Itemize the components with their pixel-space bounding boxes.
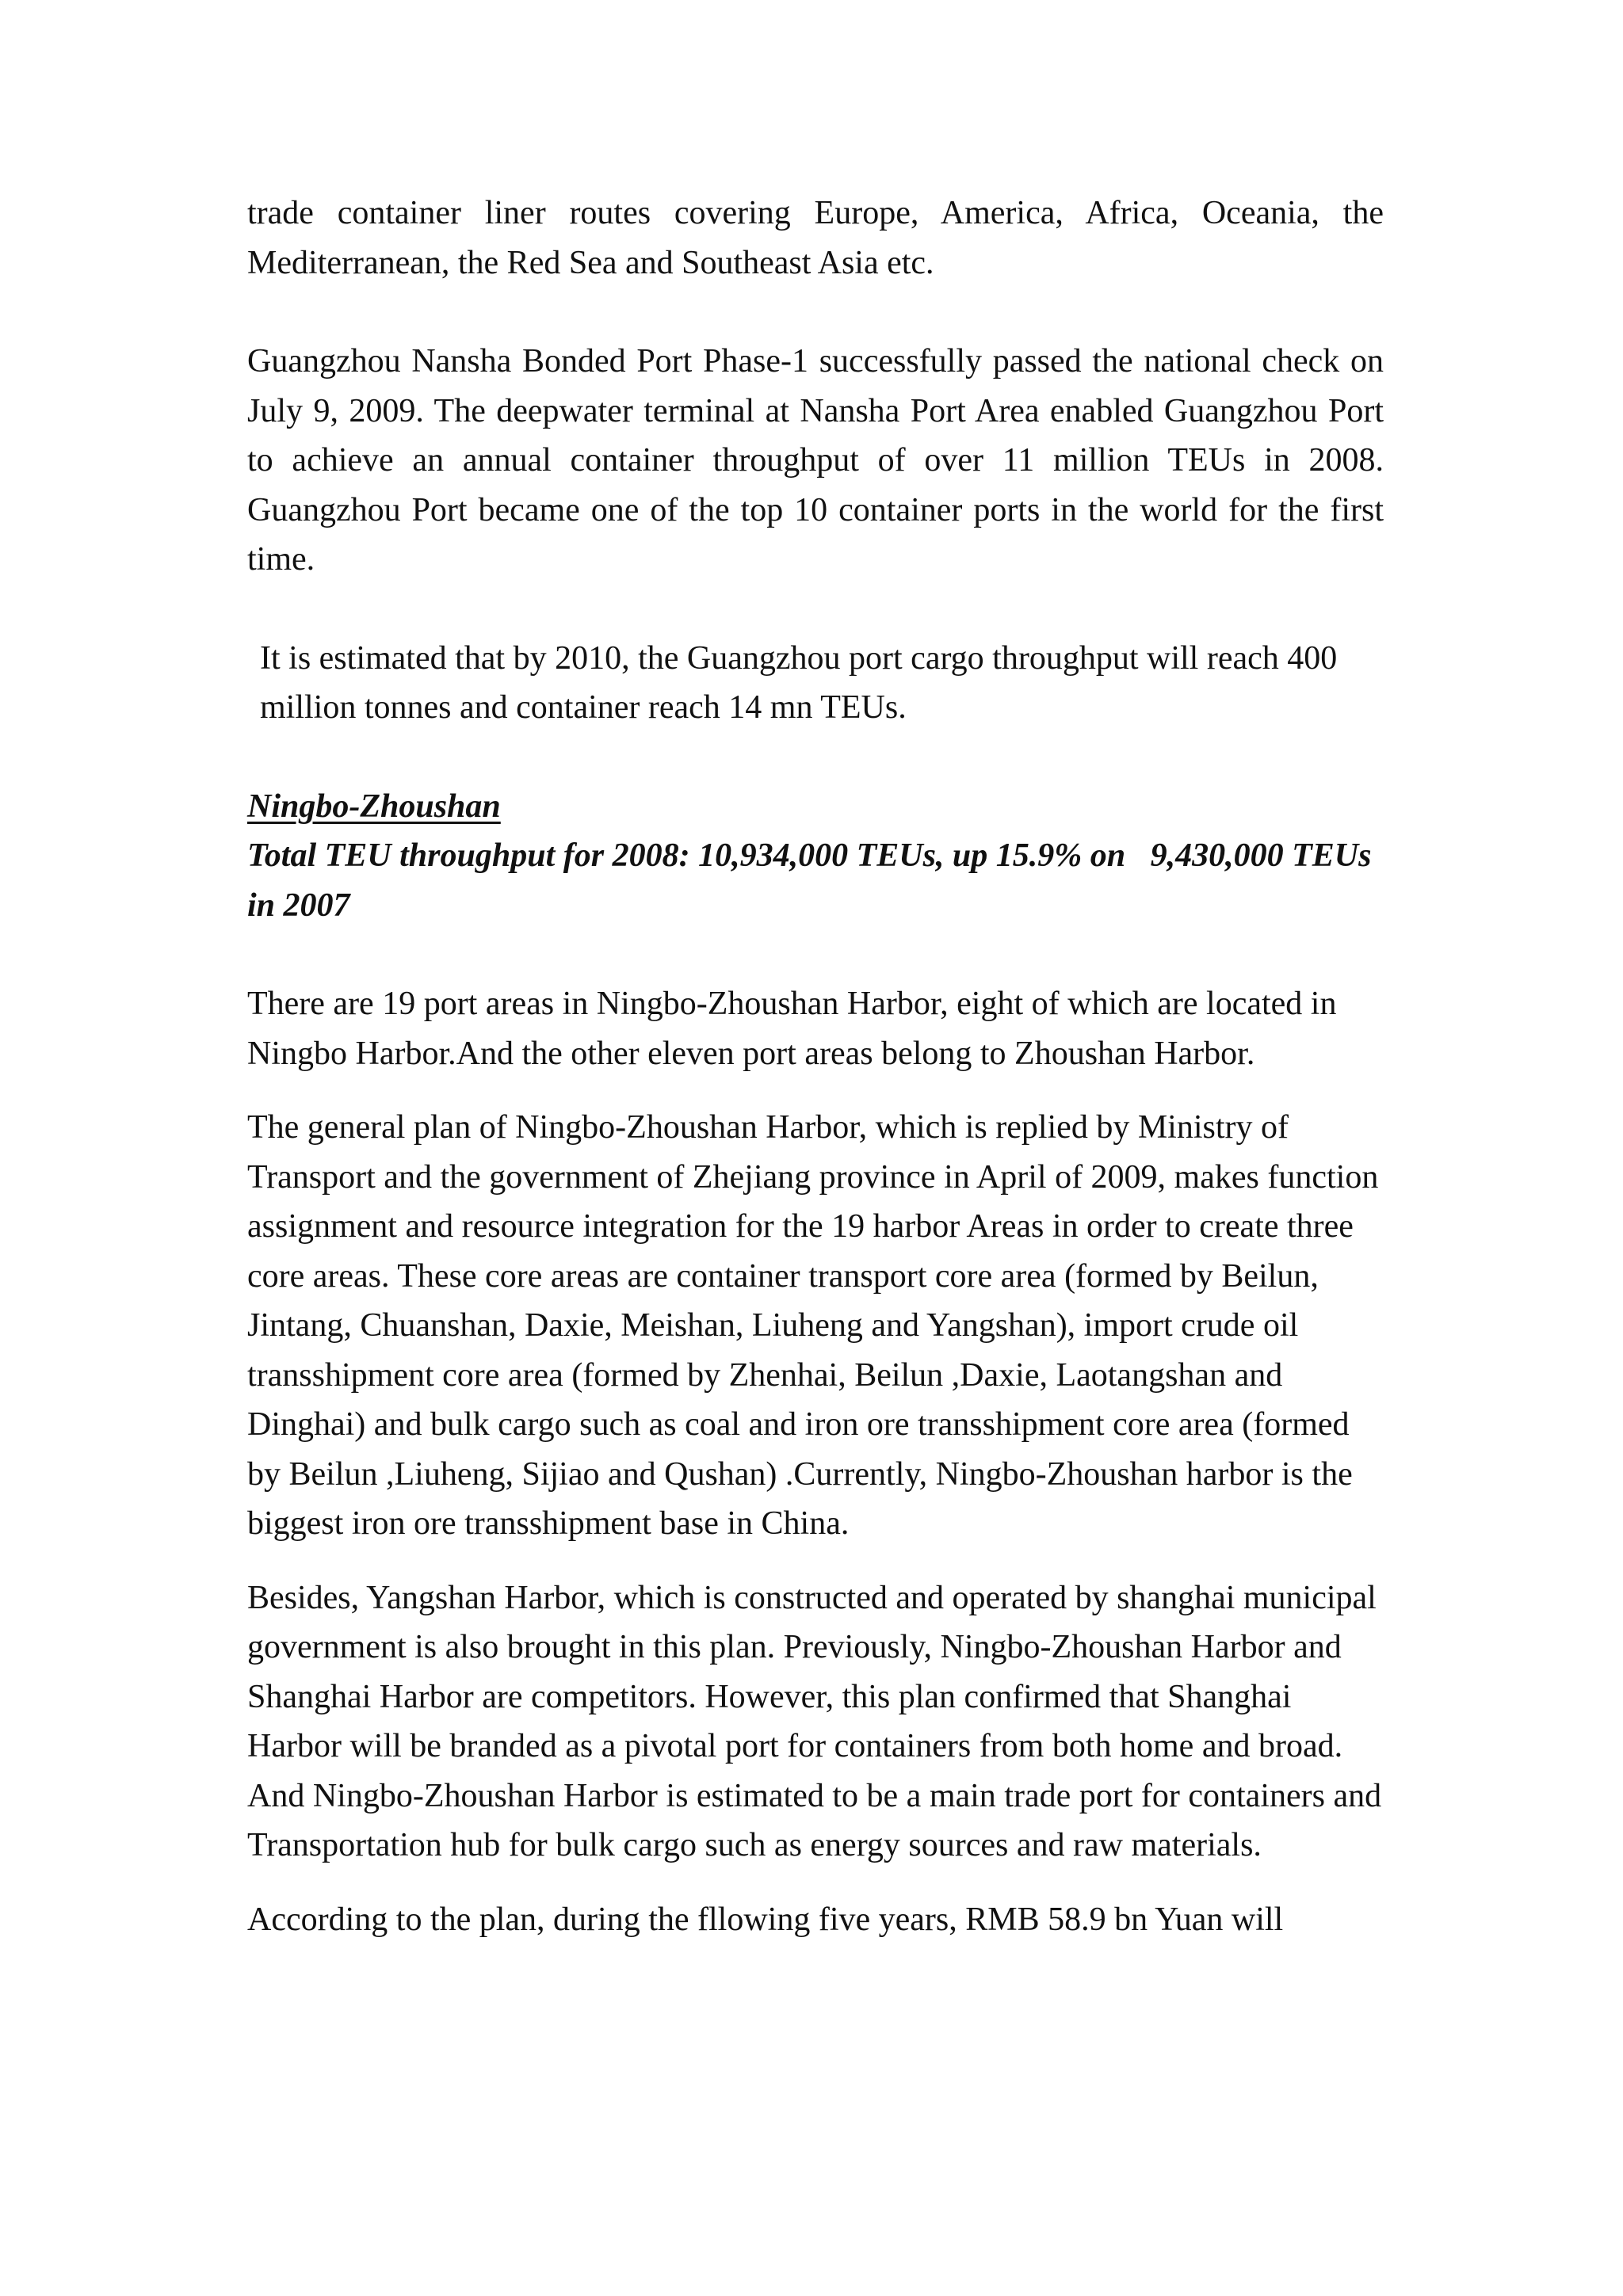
paragraph-investment-plan: According to the plan, during the fllowing five years, RMB 58.9 bn Yuan will [247, 1901, 1284, 1938]
paragraph-yangshan-harbor: Besides, Yangshan Harbor, which is constructed and operated by shanghai municipal government is also brought in this plan. Previously, Ningbo-Zhoushan Harbor and Shanghai Harbor are competitors. However, this plan confirmed that Shanghai Harbor will be branded as a pivotal port for containers from both home and broad. And Ningbo-Zhoushan Harbor is estimated to be a main trade port for containers and Transportation hub for bulk cargo such as energy sources and raw materials. [247, 1579, 1382, 1863]
paragraph-throughput-estimate: It is estimated that by 2010, the Guangzhou port cargo throughput will reach 400 million tonnes and container reach 14 mn TEUs. [260, 639, 1338, 726]
section-stat-teu-throughput: Total TEU throughput for 2008: 10,934,000 TEUs, up 15.9% on 9,430,000 TEUs in 2007 [247, 837, 1380, 924]
paragraph-port-areas: There are 19 port areas in Ningbo-Zhoushan Harbor, eight of which are located in Ningbo Harbor.And the other eleven port areas belong to Zhoushan Harbor. [247, 986, 1337, 1072]
paragraph-general-plan: The general plan of Ningbo-Zhoushan Harbor, which is replied by Ministry of Transport and the government of Zhejiang province in April of 2009, makes function assignment and resource integration for the 19 harbor Areas in order to create three core areas. These core areas are container transport core area (formed by Beilun, Jintang, Chuanshan, Daxie, Meishan, Liuheng and Yangshan), import crude oil transshipment core area (formed by Zhenhai, Beilun ,Daxie, Laotangshan and Dinghai) and bulk cargo such as coal and iron ore transshipment core area (formed by Beilun ,Liuheng, Sijiao and Qushan) .Currently, Ningbo-Zhoushan harbor is the biggest iron ore transshipment base in China. [247, 1109, 1379, 1542]
page-body [247, 189, 1384, 1944]
paragraph-nansha-bonded-port: Guangzhou Nansha Bonded Port Phase-1 successfully passed the national check on July 9, 2009. The deepwater terminal at Nansha Port Area enabled Guangzhou Port to achieve an annual container throughput of over 11 million TEUs in 2008. Guangzhou Port became one of the top 10 container ports in the world for the first time. [247, 343, 1384, 578]
paragraph-liner-routes: trade container liner routes covering Europe, America, Africa, Oceania, the Mediterranean, the Red Sea and Southeast Asia etc. [247, 195, 1384, 281]
section-title-ningbo-zhoushan: Ningbo-Zhoushan [247, 788, 501, 825]
